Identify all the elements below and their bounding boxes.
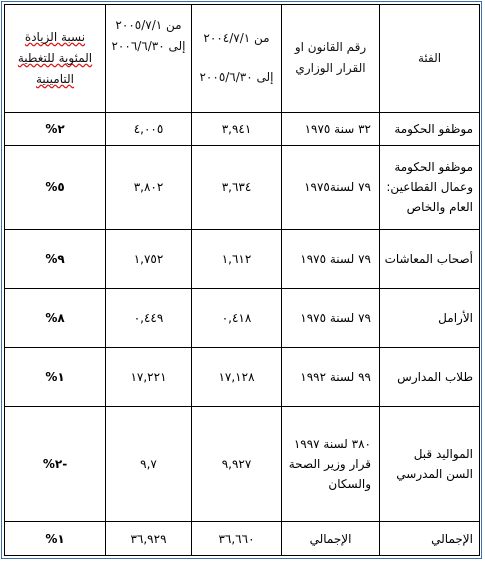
row-value-2005: ١,٧٥٢: [106, 229, 192, 288]
header-row: [5, 5, 480, 113]
row-value-2005: ٤,٠٠٥: [106, 112, 192, 146]
row-law: ٧٩ لسنة ١٩٧٥: [282, 288, 380, 347]
row-value-2005: ٩,٧: [106, 406, 192, 522]
row-increase: ٥%: [5, 146, 106, 229]
row-category: الأرامل: [380, 288, 480, 347]
total-row: [5, 522, 480, 556]
row-value-2005: ١٧,٢٢١: [106, 347, 192, 406]
header-law: رقم القانون او القرار الوزاري: [282, 5, 380, 113]
row-category: موظفو الحكومة وعمال القطاعين: العام والخاص: [380, 146, 480, 229]
table-row: [5, 229, 480, 288]
table-row: [5, 406, 480, 522]
row-category: موظفو الحكومة: [380, 112, 480, 146]
row-law: الإجمالي: [282, 522, 380, 556]
row-value-2005: ٣,٨٠٢: [106, 146, 192, 229]
header-period-2004-2005: [192, 5, 282, 113]
table-row: [5, 146, 480, 229]
header-period-2005-2006: [106, 5, 192, 113]
row-value-2004: ٣٦,٦٦٠: [192, 522, 282, 556]
header-period2-from: من ٢٠٠٥/٧/١: [115, 18, 182, 32]
table-row: [5, 288, 480, 347]
row-category: الإجمالي: [380, 522, 480, 556]
row-increase: ١%: [5, 347, 106, 406]
header-increase-text: نسبة الزيادة المئوية للتغطية التامينية: [17, 29, 93, 86]
row-value-2005: ٣٦,٩٢٩: [106, 522, 192, 556]
row-value-2004: ٣,٩٤١: [192, 112, 282, 146]
row-law: ٧٩ لسنة١٩٧٥: [282, 146, 380, 229]
row-increase: ٩%: [5, 229, 106, 288]
table-row: [5, 347, 480, 406]
row-value-2004: ١٧,١٢٨: [192, 347, 282, 406]
header-period2-to: إلى ٢٠٠٦/٦/٣٠: [111, 39, 186, 53]
row-category: المواليد قبل السن المدرسي: [380, 406, 480, 522]
row-value-2004: ٣,٦٣٤: [192, 146, 282, 229]
coverage-table: [4, 4, 480, 556]
row-law: ٣٨٠ لسنة ١٩٩٧ قرار وزير الصحة والسكان: [282, 406, 380, 522]
row-category: أصحاب المعاشات: [380, 229, 480, 288]
header-category: الفئة: [380, 5, 480, 113]
row-value-2004: ٠,٤١٨: [192, 288, 282, 347]
header-increase: [5, 5, 106, 113]
row-value-2005: ٠,٤٤٩: [106, 288, 192, 347]
row-law: ٩٩ لسنة ١٩٩٢: [282, 347, 380, 406]
row-category: طلاب المدارس: [380, 347, 480, 406]
row-value-2004: ٩,٩٢٧: [192, 406, 282, 522]
row-value-2004: ١,٦١٢: [192, 229, 282, 288]
header-period1-from: من ٢٠٠٤/٧/١: [203, 31, 270, 46]
row-increase: ٢%: [5, 112, 106, 146]
row-law: ٧٩ لسنة ١٩٧٥: [282, 229, 380, 288]
header-period1-to: إلى ٢٠٠٥/٦/٣٠: [199, 70, 274, 85]
row-increase: ٨%: [5, 288, 106, 347]
table-row: [5, 112, 480, 146]
row-law: ٣٢ سنة ١٩٧٥: [282, 112, 380, 146]
row-increase: ١%: [5, 522, 106, 556]
row-increase: -٢%: [5, 406, 106, 522]
